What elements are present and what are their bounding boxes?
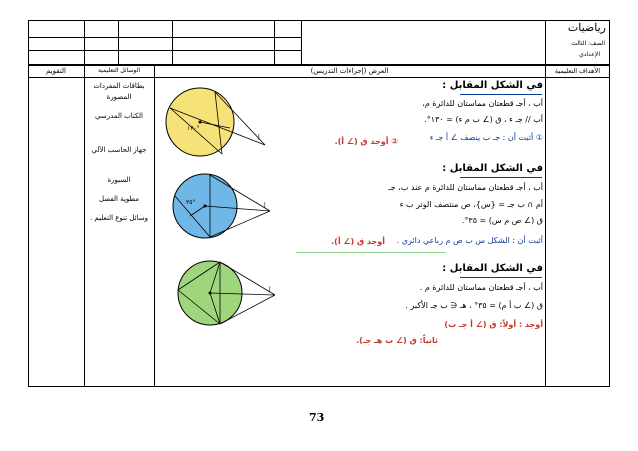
- problem-title: في الشكل المقابل :: [442, 163, 543, 174]
- subject-title: رياضيات: [567, 21, 606, 34]
- svg-text:أ: أ: [258, 135, 260, 142]
- column-header-aids: الوسائل التعليمية: [97, 67, 141, 74]
- aid-item: السبورة: [107, 176, 131, 184]
- figure-3: [165, 255, 280, 335]
- aid-item: المصورة: [106, 93, 132, 101]
- aid-item: جهاز الحاسب الآلي: [91, 146, 147, 154]
- problem-line: ثانياً: ق (∠ ب هـ جـ).: [356, 336, 438, 345]
- aid-item: مطوية الفصل: [98, 195, 140, 203]
- figure-2: [160, 166, 275, 251]
- problem-line: ① أثبت أن : جـ ب ينصف ∠ أ جـ ء: [429, 133, 543, 142]
- grade-line-2: الإعدادي: [579, 51, 600, 58]
- column-header-evaluation: التقويم: [46, 67, 66, 75]
- figure-1: [160, 80, 270, 165]
- problem-line: أوجد : أولاً: ق (∠ أ جـ ب): [444, 320, 543, 329]
- problem-line: أثبت أن : الشكل س ب ص م رباعي دائري .: [396, 236, 543, 245]
- aid-item: بطاقات المفردات: [93, 82, 145, 90]
- problem-line: أم ∩ ب جـ = {س}، ص منتصف الوتر ب ء: [399, 200, 543, 209]
- column-header-objectives: الأهداف التعليمية: [554, 67, 601, 75]
- grade-line-1: الصف: الثالث: [571, 40, 605, 47]
- problem-title: في الشكل المقابل :: [442, 80, 543, 91]
- svg-text:أ: أ: [269, 287, 271, 294]
- svg-text:١٣٠°: ١٣٠°: [187, 125, 200, 132]
- column-header-presentation: العرض (إجراءات التدريس): [310, 67, 389, 75]
- problem-line: أب ، أجـ قطعتان مماستان للدائرة م،: [422, 99, 543, 108]
- problem-title: في الشكل المقابل :: [442, 263, 543, 274]
- problem-line: أب ، أجـ قطعتان مماستان للدائرة م .: [419, 283, 543, 292]
- aid-item: وسائل تنوع التعليم .: [89, 214, 149, 222]
- svg-text:أ: أ: [264, 203, 266, 210]
- problem-line: ق (∠ ب أ م) = ٣٥° ، هـ ∈ ب جـ الأكبر .: [405, 301, 543, 310]
- page-number: 73: [309, 411, 325, 424]
- problem-line: أب // جـ ء ، ق (∠ ب م ء) = ١٣٠°.: [424, 115, 543, 124]
- aid-item: الكتاب المدرسي: [95, 112, 143, 120]
- problem-line: أب ، أجـ قطعتان مماستان للدائرة م عند ب، جـ: [388, 183, 543, 192]
- problem-line: ق (∠ ص م س) = ٣٥°.: [461, 216, 543, 225]
- problem-line: ② أوجد ق (∠ أ).: [334, 137, 398, 146]
- problem-line: أوجد ق (∠ أ).: [331, 237, 385, 246]
- svg-text:٣٥°: ٣٥°: [186, 199, 196, 206]
